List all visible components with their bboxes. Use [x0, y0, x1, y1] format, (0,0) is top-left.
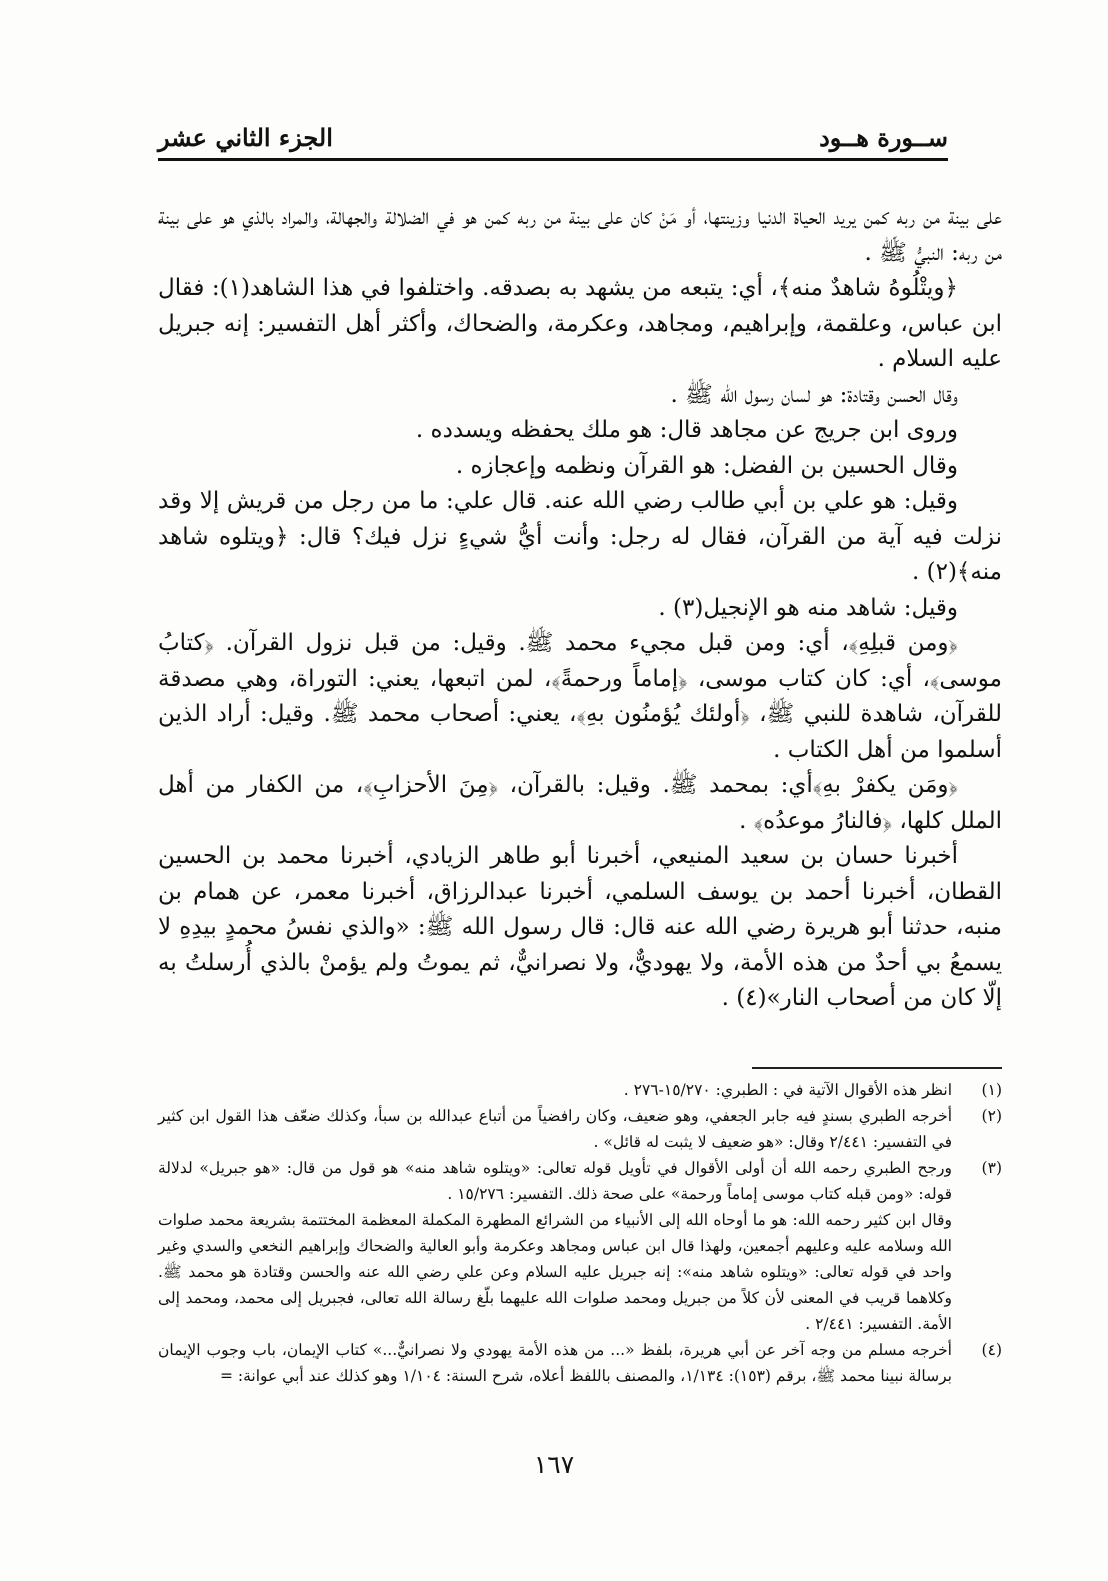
page-number: ١٦٧: [533, 1450, 575, 1479]
footnote: [158, 1103, 1002, 1155]
paragraph: وقيل: هو علي بن أبي طالب رضي الله عنه. قال علي: ما من رجل من قريش إلا وقد نزلت فيه آية من القرآن، فقال له رجل: وأنت أيُّ شيءٍ نزل فيك؟ قال: ﴿ويتلوه شاهد منه﴾(٢) .: [158, 488, 1002, 585]
paragraph: أخبرنا حسان بن سعيد المنيعي، أخبرنا أبو طاهر الزيادي، أخبرنا محمد بن الحسين القطان، أخبرنا أحمد بن يوسف السلمي، أخبرنا عبدالرزاق، أخبرنا معمر، عن همام بن منبه، حدثنا أبو هريرة رضي الله عنه قال: قال رسول الله ﷺ: «والذي نفسُ محمدٍ بيدِهِ لا يسمعُ بي أحدٌ من هذه الأمة، ولا يهوديٌّ، ولا نصرانيٌّ، ثم يموتُ ولم يؤمنْ بالذي أُرسلتُ به إلّا كان من أصحاب النار»(٤) .: [158, 843, 1002, 1011]
paragraph: وقال الحسن وقتادة: هو لسان رسول الله ﷺ .: [670, 381, 958, 408]
footnote-text: أخرجه مسلم من وجه آخر عن أبي هريرة، بلفظ «... من هذه الأمة يهودي ولا نصرانيٌّ...» كتاب الإيمان، باب وجوب الإيمان برسالة نبينا محمد ﷺ، برقم (١٥٣): ١/١٣٤، والمصنف باللفظ أعلاه، شرح السنة: ١/١٠٤ وهو كذلك عند أبي عوانة: =: [158, 1341, 952, 1385]
footnote-text: أخرجه الطبري بسندٍ فيه جابر الجعفي، وهو ضعيف، وكان رافضياً من أتباع عبدالله بن سبأ، وكذلك ضعّف هذا القول ابن كثير في التفسير: ٢/٤٤١ وقال: «هو ضعيف لا يثبت له قائل» .: [158, 1107, 952, 1151]
footnote: [158, 1337, 1002, 1389]
running-header: [158, 108, 948, 161]
footnote: [158, 1155, 1002, 1207]
paragraph: وروى ابن جريج عن مجاهد قال: هو ملك يحفظه ويسدده .: [415, 417, 958, 443]
footnote-number: (١): [981, 1081, 1002, 1099]
paragraph: ﴿ومن قبلِهِ﴾، أي: ومن قبل مجيء محمد ﷺ. وقيل: من قبل نزول القرآن. ﴿كتابُ موسى﴾، أي: كان كتاب موسى، ﴿إماماً ورحمةً﴾، لمن اتبعها، يعني: التوراة، وهي مصدقة للقرآن، شاهدة للنبي ﷺ، ﴿أولئك يُؤمنُون بهِ﴾، يعني: أصحاب محمد ﷺ. وقيل: أراد الذين أسلموا من أهل الكتاب .: [158, 630, 1002, 763]
paragraph: ﴿ومَن يكفرْ بهِ﴾أي: بمحمد ﷺ. وقيل: بالقرآن، ﴿مِنَ الأحزابِ﴾، من الكفار من أهل الملل كلها، ﴿فالنارُ موعدُه﴾ .: [158, 772, 1002, 834]
footnote-text: ورجح الطبري رحمه الله أن أولى الأقوال في تأويل قوله تعالى: «ويتلوه شاهد منه» هو قول من قال: «هو جبريل» لدلالة قوله: «ومن قبله كتاب موسى إماماً ورحمة» على صحة ذلك. التفسير: ١٥/٢٧٦ .: [158, 1159, 952, 1203]
footnote-number: (٢): [981, 1107, 1002, 1125]
paragraph: على بينة من ربه كمن يريد الحياة الدنيا وزينتها، أو مَنْ كان على بينة من ربه كمن هو في الضلالة والجهالة، والمراد بالذي هو على بينة من ربه: النبيُّ ﷺ .: [158, 204, 1002, 266]
footnote-divider: [752, 1067, 1002, 1069]
footnote-number: (٣): [981, 1159, 1002, 1177]
footnotes: [158, 1077, 1002, 1389]
part-title: الجزء الثاني عشر: [158, 123, 333, 152]
footnote: [158, 1077, 1002, 1103]
paragraph: ﴿ويتْلُوهُ شاهدٌ منه﴾، أي: يتبعه من يشهد به بصدقه. واختلفوا في هذا الشاهد(١): فقال ابن عباس، وعلقمة، وإبراهيم، ومجاهد، وعكرمة، والضحاك، وأكثر أهل التفسير: إنه جبريل عليه السلام .: [158, 275, 1002, 372]
paragraph: وقال الحسين بن الفضل: هو القرآن ونظمه وإعجازه .: [455, 452, 958, 479]
footnote-number: (٤): [981, 1341, 1002, 1359]
footnote-continuation: وقال ابن كثير رحمه الله: هو ما أوحاه الله إلى الأنبياء من الشرائع المطهرة المكملة المعظمة المختتمة بشريعة محمد صلوات الله وسلامه عليه وعليهم أجمعين، ولهذا قال ابن عباس ومجاهد وعكرمة وأبو العالية والضحاك وإبراهيم النخعي والسدي وغير واحد في قوله تعالى: «ويتلوه شاهد منه»: إنه جبريل عليه السلام وعن علي رضي الله عنه والحسن وقتادة هو محمد ﷺ. وكلاهما قريب في المعنى لأن كلاً من جبريل ومحمد صلوات الله عليهما بلّغ رسالة الله تعالى، فجبريل إلى محمد، ومحمد إلى الأمة. التفسير: ٢/٤٤١ .: [158, 1211, 952, 1333]
footnote-text: انظر هذه الأقوال الآتية في : الطبري: ١٥/٢٧٠-٢٧٦ .: [623, 1081, 952, 1099]
surah-title: ســورة هــود: [819, 123, 948, 152]
main-text: [158, 200, 1002, 1017]
paragraph: وقيل: شاهد منه هو الإنجيل(٣) .: [658, 594, 958, 621]
